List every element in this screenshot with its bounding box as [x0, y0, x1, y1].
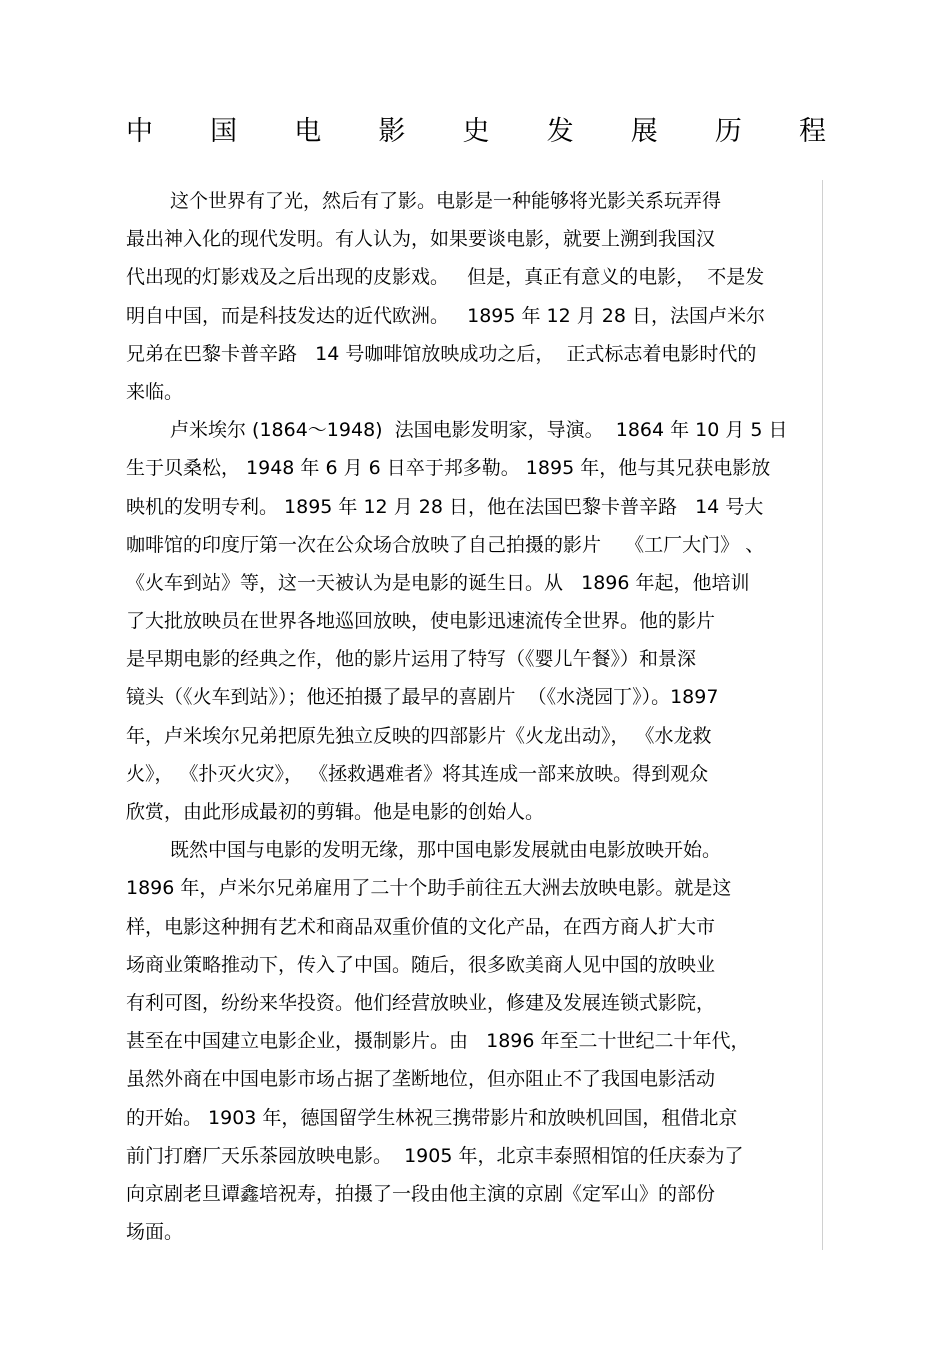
text-line: 咖啡馆的印度厅第一次在公众场合放映了自己拍摄的影片 《工厂大门》 、 — [126, 533, 765, 556]
text-line: 前门打磨厂天乐茶园放映电影。 1905 年，北京丰泰照相馆的任庆泰为了 — [126, 1144, 744, 1167]
document-body — [126, 182, 826, 1251]
text-line: 是早期电影的经典之作，他的影片运用了特写（《婴儿午餐》）和景深 — [126, 648, 697, 671]
text-line: 明自中国，而是科技发达的近代欧洲。 1895 年 12 月 28 日，法国卢米尔 — [126, 304, 766, 327]
text-line: 向京剧老旦谭鑫培祝寿，拍摄了一段由他主演的京剧《定军山》的部份 — [126, 1182, 716, 1205]
text-line: 这个世界有了光，然后有了影。电影是一种能够将光影关系玩弄得 — [170, 190, 722, 212]
title-char: 影 — [378, 116, 406, 147]
title-char: 史 — [462, 116, 490, 147]
text-line: 既然中国与电影的发明无缘，那中国电影发展就由电影放映开始。 — [170, 839, 722, 862]
title-char: 历 — [714, 116, 742, 147]
title-char: 中 — [126, 116, 153, 147]
text-line: 来临。 — [126, 380, 184, 403]
title-char: 程 — [799, 116, 826, 147]
paragraph — [126, 411, 826, 831]
text-line: 生于贝桑松， 1948 年 6 月 6 日卒于邦多勒。 1895 年，他与其兄获电影放 — [126, 457, 771, 480]
text-line: 卢米埃尔 (1864～1948) 法国电影发明家，导演。 1864 年 10 月 5 日 — [170, 419, 788, 442]
text-line: 了大批放映员在世界各地巡回放映，使电影迅速流传全世界。他的影片 — [126, 610, 716, 633]
paragraph — [126, 182, 826, 411]
text-line: 最出神入化的现代发明。有人认为，如果要谈电影，就要上溯到我国汉 — [126, 228, 716, 251]
text-line: 1896 年，卢米尔兄弟雇用了二十个助手前往五大洲去放映电影。就是这 — [126, 877, 732, 900]
page-title — [126, 110, 826, 154]
paragraph — [126, 831, 826, 1251]
text-line: 映机的发明专利。 1895 年 12 月 28 日，他在法国巴黎卡普辛路 14 号大 — [126, 495, 764, 518]
text-line: 欣赏，由此形成最初的剪辑。他是电影的创始人。 — [126, 801, 545, 823]
text-line: 场面。 — [126, 1221, 184, 1244]
text-line: 样，电影这种拥有艺术和商品双重价值的文化产品，在西方商人扩大市 — [126, 915, 716, 938]
text-line: 年，卢米埃尔兄弟把原先独立反映的四部影片《火龙出动》， 《水龙救 — [126, 724, 712, 747]
title-char: 电 — [294, 116, 322, 147]
text-line: 甚至在中国建立电影企业，摄制影片。由 1896 年至二十世纪二十年代， — [126, 1030, 750, 1053]
text-line: 虽然外商在中国电影市场占据了垄断地位，但亦阻止不了我国电影活动 — [126, 1068, 716, 1091]
title-char: 展 — [630, 116, 658, 147]
text-line: 代出现的灯影戏及之后出现的皮影戏。 但是，真正有意义的电影， 不是发 — [126, 266, 765, 289]
text-line: 场商业策略推动下，传入了中国。随后，很多欧美商人见中国的放映业 — [126, 953, 716, 976]
title-char: 国 — [210, 116, 238, 147]
text-line: 的开始。 1903 年，德国留学生林祝三携带影片和放映机回国，租借北京 — [126, 1106, 738, 1129]
text-line: 兄弟在巴黎卡普辛路 14 号咖啡馆放映成功之后， 正式标志着电影时代的 — [126, 342, 757, 365]
title-char: 发 — [546, 116, 574, 147]
text-line: 镜头（《火车到站》）；他还拍摄了最早的喜剧片 （《水浇园丁》）。1897 — [126, 686, 719, 709]
text-line: 有利可图，纷纷来华投资。他们经营放映业，修建及发展连锁式影院， — [126, 991, 716, 1014]
text-line: 火》， 《扑灭火灾》， 《拯救遇难者》将其连成一部来放映。得到观众 — [126, 762, 709, 785]
text-line: 《火车到站》等，这一天被认为是电影的诞生日。从 1896 年起，他培训 — [126, 571, 750, 594]
